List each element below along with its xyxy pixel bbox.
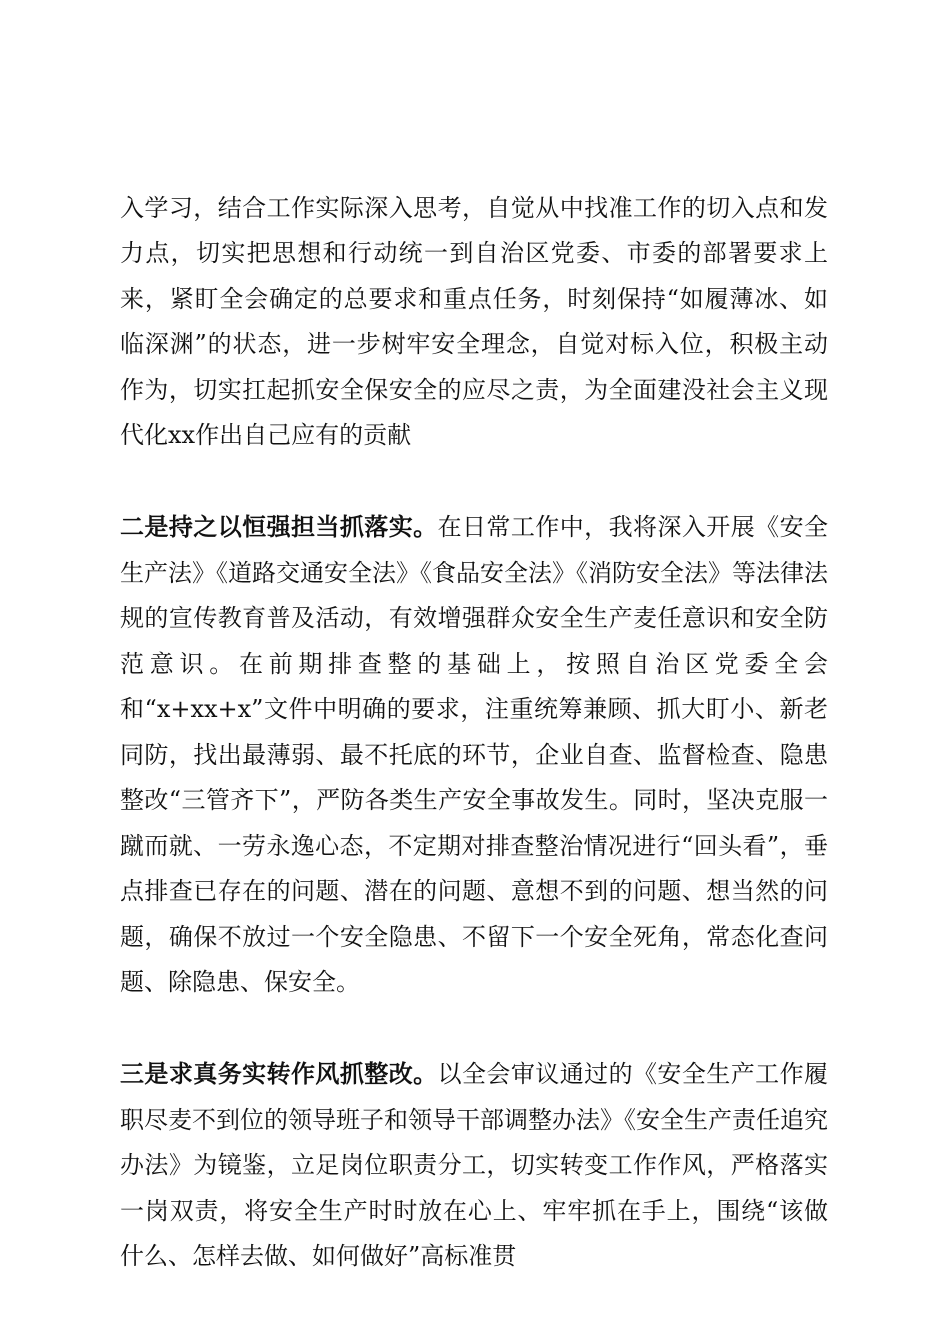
paragraph-3 [120,1006,828,1280]
paragraph-1 [120,139,828,459]
paragraph-2 [120,459,828,1006]
paragraph-3-text: 以全会审议通过的《安全生产工作履职尽麦不到位的领导班子和领导干部调整办法》《安全生产责任追究办法》为镜鉴，立足岗位职责分工，切实转变工作作风，严格落实一岗双责，将安全生产时时放在心上、牢牢抓在手上，围绕“该做什么、怎样去做、如何做好”高标准贯 [120,1060,829,1270]
paragraph-3-lead: 三是求真务实转作风抓整改。 [120,1059,438,1088]
document-body [120,139,828,1280]
paragraph-2-text: 在日常工作中，我将深入开展《安全生产法》《道路交通安全法》《食品安全法》《消防安全法》等法律法规的宣传教育普及活动，有效增强群众安全生产麦任意识和安全防范意识。在前期排查整的基础上，按照自治区党委全会和“x+xx+x”文件中明确的要求，注重统筹兼顾、抓大盯小、新老同防，找出最薄弱、最不托底的环节，企业自查、监督检查、隐患整改“三管齐下”，严防各类生产安全事故发生。同时，坚决克服一蹴而就、一劳永逸心态，不定期对排查整治情况进行“回头看”，垂点排查已存在的问题、潜在的问题、意想不到的问题、想当然的问题，确保不放过一个安全隐患、不留下一个安全死角，常态化查问题、除隐患、保安全。 [120,513,829,996]
paragraph-2-lead: 二是持之以恒强担当抓落实。 [120,512,438,541]
paragraph-1-text: 入学习，结合工作实际深入思考，自觉从中找准工作的切入点和发力点，切实把思想和行动统一到自治区党委、市委的部署要求上来，紧盯全会确定的总要求和重点任务，时刻保持“如履薄冰、如临深渊”的状态，进一步树牢安全理念，自觉对标入位，积极主动作为，切实扛起抓安全保安全的应尽之责，为全面建没社会主义现代化xx作出自己应有的贡献 [120,193,828,449]
